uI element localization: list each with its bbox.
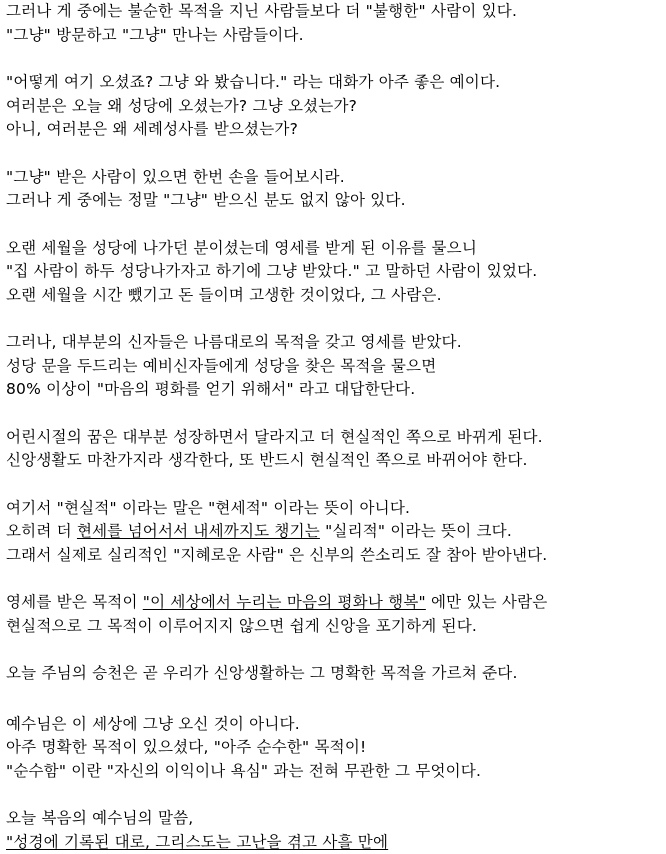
document-body (6, 0, 662, 854)
text-segment: "어떻게 여기 오셨죠? 그냥 와 봤습니다." 라는 대화가 아주 좋은 예이다. (6, 73, 500, 91)
text-line (6, 831, 662, 854)
underlined-text: "이 세상에서 누리는 마음의 평화나 행복" (143, 593, 426, 611)
paragraph-spacer (6, 307, 662, 331)
paragraph-spacer (6, 142, 662, 166)
paragraph-spacer (6, 638, 662, 662)
text-line (6, 426, 662, 450)
paragraph-spacer (6, 567, 662, 591)
text-line (6, 24, 662, 48)
text-segment: 80% 이상이 "마음의 평화를 얻기 위해서" 라고 대답한단다. (6, 380, 415, 398)
text-segment: 성당 문을 두드리는 예비신자들에게 성당을 찾은 목적을 물으면 (6, 357, 436, 375)
text-segment: "그냥" 받은 사람이 있으면 한번 손을 들어보시라. (6, 168, 345, 186)
paragraph (6, 0, 662, 47)
paragraph (6, 662, 662, 686)
text-segment: "그냥" 방문하고 "그냥" 만나는 사람들이다. (6, 26, 304, 44)
text-segment: 그래서 실제로 실리적인 "지혜로운 사람" 은 신부의 쓴소리도 잘 참아 받아낸다. (6, 546, 547, 564)
paragraph-spacer (6, 686, 662, 713)
paragraph (6, 71, 662, 142)
text-segment: "집 사람이 하두 성당나가자고 하기에 그냥 받았다." 고 말하던 사람이 있었다. (6, 262, 537, 280)
underlined-text: "성경에 기록된 대로, 그리스도는 고난을 겪고 사흘 만에 (6, 833, 388, 851)
text-segment: 영세를 받은 목적이 (6, 593, 143, 611)
underlined-text: 현세를 넘어서서 내세까지도 챙기는 (77, 522, 320, 540)
paragraph (6, 166, 662, 213)
text-segment: 오랜 세월을 성당에 나가던 분이셨는데 영세를 받게 된 이유를 물으니 (6, 239, 477, 257)
text-line (6, 497, 662, 521)
text-segment: 오늘 주님의 승천은 곧 우리가 신앙생활하는 그 명확한 목적을 가르쳐 준다. (6, 664, 518, 682)
text-segment: 여기서 "현실적" 이라는 말은 "현세적" 이라는 뜻이 아니다. (6, 499, 410, 517)
text-line (6, 331, 662, 355)
text-line (6, 189, 662, 213)
text-line (6, 662, 662, 686)
text-line (6, 71, 662, 95)
text-line (6, 449, 662, 473)
text-segment: 에만 있는 사람은 (426, 593, 548, 611)
paragraph-spacer (6, 213, 662, 237)
text-segment: 아주 명확한 목적이 있으셨다, "아주 순수한" 목적이! (6, 738, 366, 756)
text-segment: "실리적" 이라는 뜻이 크다. (320, 522, 512, 540)
text-line (6, 0, 662, 24)
paragraph (6, 426, 662, 473)
text-segment: 오히려 더 (6, 522, 77, 540)
text-line (6, 736, 662, 760)
text-segment: "순수함" 이란 "자신의 이익이나 욕심" 과는 전혀 무관한 그 무엇이다. (6, 762, 481, 780)
text-line (6, 378, 662, 402)
text-line (6, 615, 662, 639)
text-segment: 아니, 여러분은 왜 세례성사를 받으셨는가? (6, 120, 298, 138)
text-line (6, 591, 662, 615)
paragraph (6, 591, 662, 638)
paragraph (6, 331, 662, 402)
text-line (6, 95, 662, 119)
paragraph-spacer (6, 47, 662, 71)
text-segment: 어린시절의 꿈은 대부분 성장하면서 달라지고 더 현실적인 쪽으로 바뀌게 된다. (6, 428, 543, 446)
text-segment: 현실적으로 그 목적이 이루어지지 않으면 쉽게 신앙을 포기하게 된다. (6, 617, 477, 635)
text-segment: 여러분은 오늘 왜 성당에 오셨는가? 그냥 오셨는가? (6, 97, 357, 115)
text-line (6, 713, 662, 737)
paragraph (6, 497, 662, 568)
paragraph (6, 237, 662, 308)
text-segment: 그러나, 대부분의 신자들은 나름대로의 목적을 갖고 영세를 받았다. (6, 333, 462, 351)
text-line (6, 520, 662, 544)
text-line (6, 807, 662, 831)
text-line (6, 166, 662, 190)
text-segment: 오늘 복음의 예수님의 말씀, (6, 809, 193, 827)
paragraph-spacer (6, 783, 662, 807)
text-line (6, 237, 662, 261)
text-segment: 그러나 게 중에는 정말 "그냥" 받으신 분도 없지 않아 있다. (6, 191, 406, 209)
text-line (6, 544, 662, 568)
text-segment: 그러나 게 중에는 불순한 목적을 지닌 사람들보다 더 "불행한" 사람이 있다. (6, 2, 517, 20)
paragraph-spacer (6, 473, 662, 497)
text-line (6, 760, 662, 784)
paragraph (6, 713, 662, 784)
text-segment: 예수님은 이 세상에 그냥 오신 것이 아니다. (6, 715, 300, 733)
text-segment: 오랜 세월을 시간 뺐기고 돈 들이며 고생한 것이었다, 그 사람은. (6, 286, 442, 304)
paragraph-spacer (6, 402, 662, 426)
text-segment: 신앙생활도 마찬가지라 생각한다, 또 반드시 현실적인 쪽으로 바뀌어야 한다. (6, 451, 528, 469)
paragraph (6, 807, 662, 854)
text-line (6, 355, 662, 379)
text-line (6, 284, 662, 308)
text-line (6, 118, 662, 142)
text-line (6, 260, 662, 284)
